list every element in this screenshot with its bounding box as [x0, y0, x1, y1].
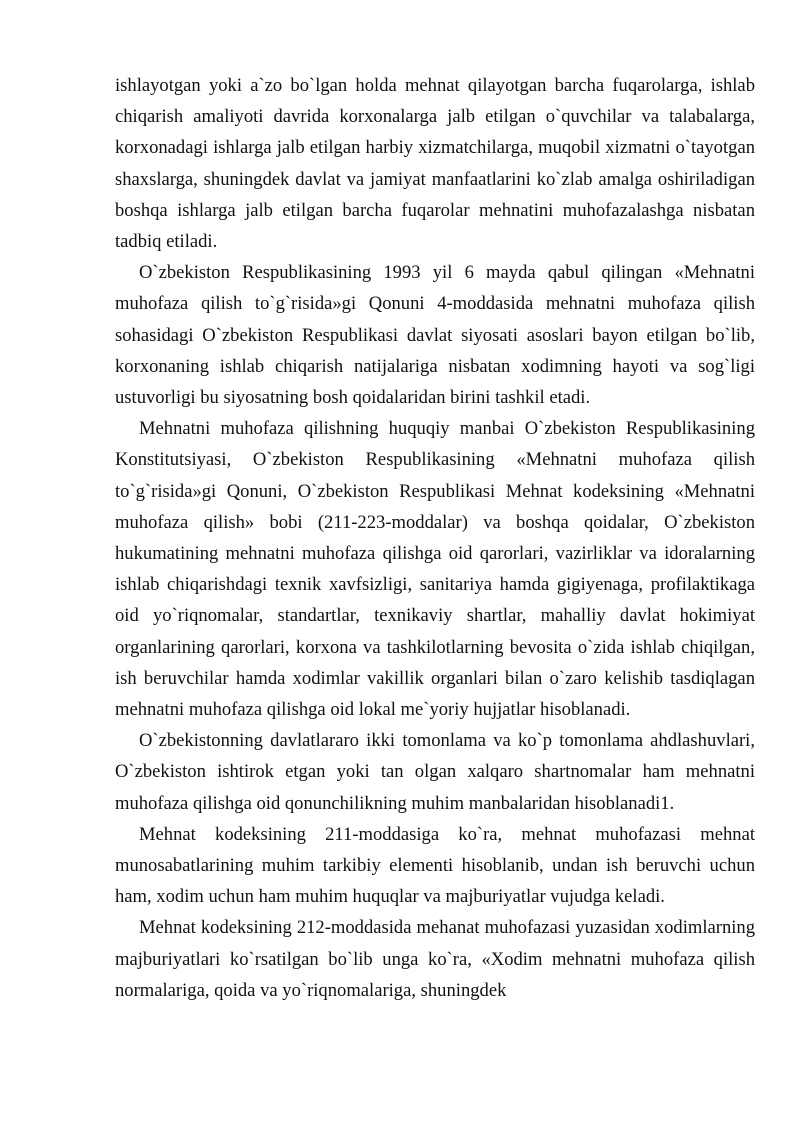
paragraph-legal-sources: Mehnatni muhofaza qilishning huquqiy manbai O`zbekiston Respublikasining Konstitutsiyasi, O`zbekiston Respublikasining «Mehnatni muhofaza qilish to`g`risida»gi Qonuni, O`zbekiston Respublikasi Mehnat kodeksining «Mehnatni muhofaza qilish» bobi (211-223-moddalar) va boshqa qoidalar, O`zbekiston hukumatining mehnatni muhofaza qilishga oid qarorlari, vazirliklar va idoralarning ishlab chiqarishdagi texnik xavfsizligi, sanitariya hamda gigiyenaga, profilaktikaga oid yo`riqnomalar, standartlar, texnikaviy shartlar, mahalliy davlat hokimiyat organlarining qarorlari, korxona va tashkilotlarning bevosita o`zida ishlab chiqilgan, ish beruvchilar hamda xodimlar vakillik organlari bilan o`zaro kelishib tasdiqlagan mehnatni muhofaza qilishga oid lokal me`yoriy hujjatlar hisoblanadi.: [115, 418, 755, 721]
paragraph-article-211: Mehnat kodeksining 211-moddasiga ko`ra, mehnat muhofazasi mehnat munosabatlarining muhim tarkibiy elementi hisoblanib, undan ish beruvchi uchun ham, xodim uchun ham muhim huquqlar va majburiyatlar vujudga keladi.: [115, 823, 755, 908]
paragraph-law-article-4: O`zbekiston Respublikasining 1993 yil 6 mayda qabul qilingan «Mehnatni muhofaza qilish to`g`risida»gi Qonuni 4-moddasida mehnatni muhofaza qilish sohasidagi O`zbekiston Respublikasi davlat siyosati asoslari bayon etilgan bo`lib, korxonaning ishlab chiqarish natijalariga nisbatan xodimning hayoti va sog`ligi ustuvorligi bu siyosatning bosh qoidalaridan birini tashkil etadi.: [115, 262, 755, 409]
paragraph-article-212: Mehnat kodeksining 212-moddasida mehanat muhofazasi yuzasidan xodimlarning majburiyatlari ko`rsatilgan bo`lib unga ko`ra, «Xodim mehnatni muhofaza qilish normalariga, qoida va yo`riqnomalariga, shuningdek: [115, 917, 755, 1001]
paragraph-international-agreements: O`zbekistonning davlatlararo ikki tomonlama va ko`p tomonlama ahdlashuvlari, O`zbekiston ishtirok etgan yoki tan olgan xalqaro shartnomalar ham mehnatni muhofaza qilishga oid qonunchilikning muhim manbalaridan hisoblanadi1.: [115, 730, 755, 814]
paragraph-continuation: ishlayotgan yoki a`zo bo`lgan holda mehnat qilayotgan barcha fuqarolarga, ishlab chiqarish amaliyoti davrida korxonalarga jalb etilgan o`quvchilar va talabalarga, korxonadagi ishlarga jalb etilgan harbiy xizmatchilarga, muqobil xizmatni o`tayotgan shaxslarga, shuningdek davlat va jamiyat manfaatlarini ko`zlab amalga oshiriladigan boshqa ishlarga jalb etilgan barcha fuqarolar mehnatini muhofazalashga nisbatan tadbiq etiladi.: [115, 75, 755, 253]
document-page: [115, 70, 755, 1006]
